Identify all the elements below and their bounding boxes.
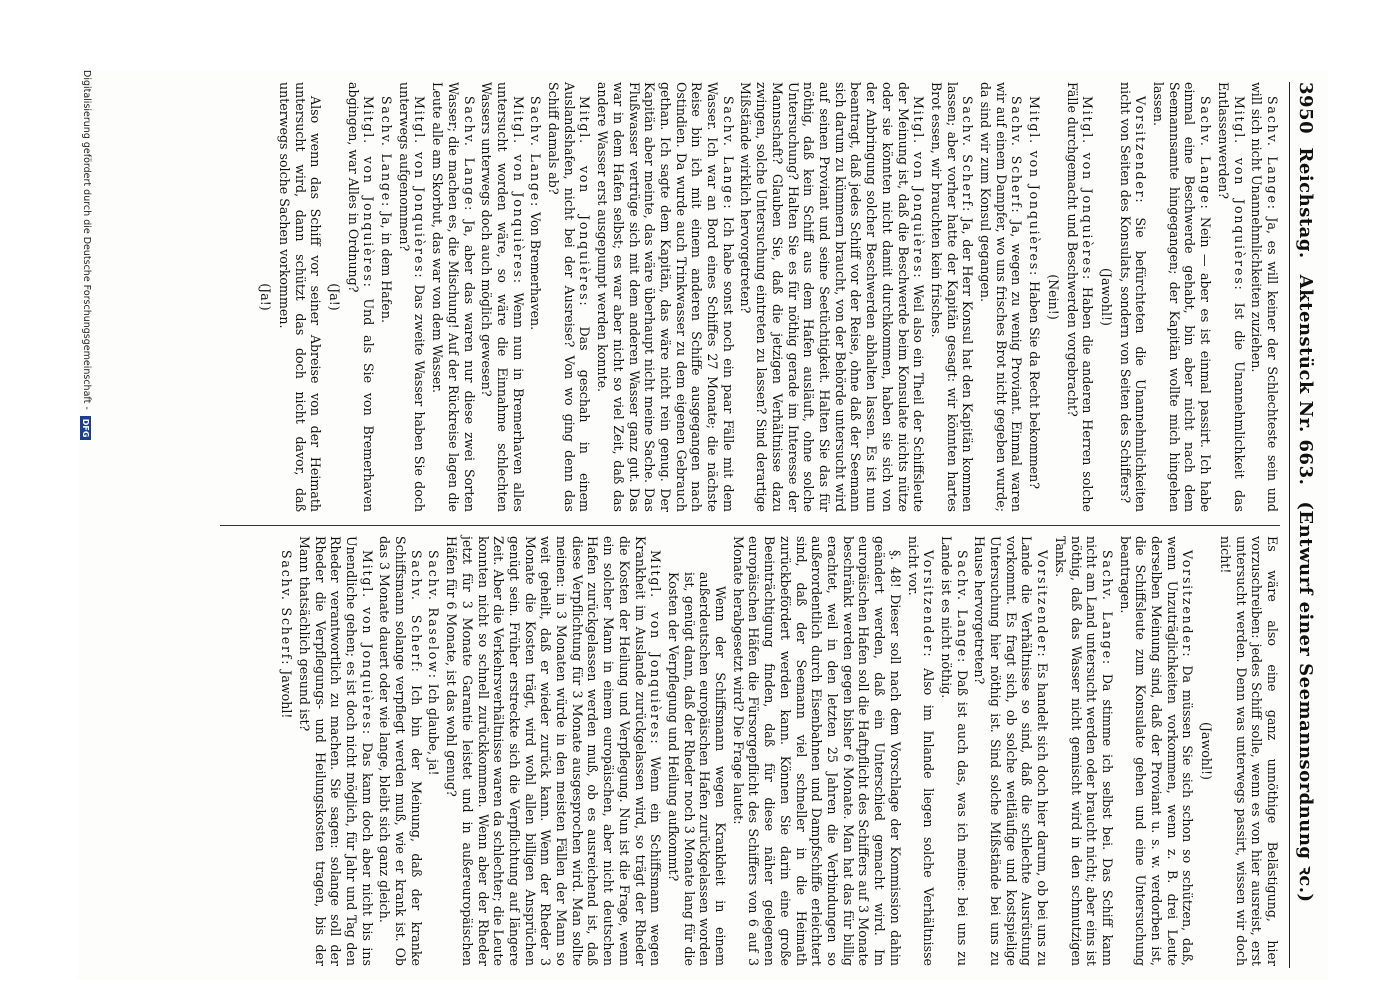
paragraph <box>1052 536 1115 966</box>
paragraph <box>378 82 394 512</box>
paragraph <box>977 82 1024 512</box>
paragraph-text: Sie befürchteten die Unannehmlichkeiten nicht von Seiten des Konsulats, sondern von Seiten des Schiffers? <box>1117 82 1149 512</box>
interjection: (Jawohl!) <box>1098 268 1114 326</box>
paragraph <box>738 82 926 512</box>
dfg-logo: DFG <box>81 416 92 441</box>
paragraph-text: Wenn ein Schiffsmann wegen Krankheit im Auslande zurückgelassen wird, so trägt der Rheder die Kosten der Heilung und Verpflegung. Nun ist die Frage, wenn ein solcher Mann in einem europäischen, aber nicht deutschen Hafen zurückgelassen werden muß, ob es ausreichend ist, daß diese Verpflichtung für 3 Monate ausgesprochen wird. Man sollte meinen: in 3 Monaten würde in den meisten Fällen der Mann so weit geheilt, daß er wieder zurück kann. Wenn der Rheder 3 Monate die Kosten trägt, wird wohl allen billigen Ansprüchen genügt sein. Früher erstreckte sich die Verpflichtung auf längere Zeit. Aber die Verkehrsverhältnisse waren da schlechter; die Leute konnten nicht so schnell zurückkommen. Wenn aber der Rheder jetzt für 3 Monate Garantie leistet und in außereuropäischen Häfen für 6 Monate, ist das wohl genug? <box>444 536 664 966</box>
interjection: (Ja!) <box>326 283 342 311</box>
title-subject: (Entwurf einer Seemannsordnung ꝛc.) <box>1295 501 1316 903</box>
paragraph-text: Ich habe sonst noch ein paar Fälle mit dem Wasser. Ich war an Bord eines Schiffes 27 Monate; die nächste Reise bin ich mit einem anderen Schiffe ausgegangen nach Ostindien. Da wurde auch Trinkwasser zu dem eigenen Gebrauch gethan. Ich sagte dem Kapitän, das wäre nicht rein genug. Der Kapitän aber meinte, das wäre überhaupt nicht meine Sache. Das Flußwasser vertrüge sich mit dem anderen Wasser ganz gut. Das war in dem Hafen selbst; es war aber nicht so viel Zeit, daß das andere Wasser erst ausgepumpt werden konnte. <box>595 82 736 512</box>
digitization-credit <box>80 70 92 650</box>
speaker-name: Mitgl. von Jonquières: <box>412 96 428 280</box>
column-divider <box>220 525 1280 526</box>
paragraph <box>594 82 735 512</box>
speaker-name: Sachv. Lange: <box>954 550 970 665</box>
title-parliament: Reichstag. <box>1295 147 1316 259</box>
speaker-name: Mitgl. von Jonquières: <box>648 550 664 746</box>
paragraph <box>1217 536 1280 966</box>
paragraph <box>1249 82 1280 512</box>
paragraph-text: Weil also ein Theil der Schiffsleute der Meinung ist, daß die Beschwerde beim Konsulate nichts nütze oder sie könnten nicht damit durchkommen, haben sie sich von der Anbringung solcher Beschwerden abhalten lassen. Es ist nun beantragt, daß jedes Schiff vor der Reise, ohne daß der Seemann sich darum zu kümmern braucht, von der Behörde untersucht wird auf seinen Proviant und seine Seetüchtigkeit. Halten Sie das für nöthig, daß kein Schiff aus dem Hafen ausläuft, ohne solche Untersuchung? Halten Sie es für nöthig gerade im Interesse der Mannschaft? Glauben Sie, daß die jetzigen Verhältnisse dazu zwingen, solche Untersuchung eintreten zu lassen? Sind derartige Mißstände wirklich hervorgetreten? <box>738 82 927 512</box>
paragraph-text: Haben Sie da Recht bekommen? <box>1027 277 1043 489</box>
paragraph <box>545 82 592 512</box>
paragraph-text: Also im Inlande liegen solche Verhältnisse nicht vor. <box>905 536 937 966</box>
speaker-name: Sachv. Lange: <box>461 96 477 213</box>
interjection: (Jawohl!) <box>1199 722 1215 780</box>
speaker-name: Sachv. Lange: <box>1265 96 1280 211</box>
paragraph-text: Es wäre also eine ganz unnöthige Belästigung, hier vorzuschreiben: jedes Schiff solle, wenn es von hier ausreist, erst untersucht werden. Denn was unterwegs passirt, wissen wir doch nicht! <box>1217 536 1280 966</box>
speaker-name: Vorsitzender: <box>921 550 937 659</box>
paragraph <box>443 536 663 966</box>
paragraph <box>1026 82 1042 512</box>
speaker-name: Sachv. Scherf: <box>408 550 424 674</box>
paragraph <box>665 572 728 966</box>
paragraph <box>730 536 903 966</box>
title-document-number: Aktenstück Nr. 663. <box>1295 274 1316 486</box>
speaker-name: Sachv. Lange: <box>379 96 395 209</box>
paragraph <box>1117 82 1148 512</box>
paragraph <box>396 82 427 512</box>
paragraph <box>479 82 526 512</box>
speaker-name: Mitgl. von Jonquières: <box>1080 96 1096 282</box>
paragraph <box>426 536 442 966</box>
speaker-name: Mitgl. von Jonquières: <box>359 550 375 736</box>
speaker-name: Mitgl. von Jonquières: <box>361 96 377 289</box>
paragraph <box>528 82 544 512</box>
paragraph-text: Ist die Unannehmlichkeit das Entlassenwerden? <box>1215 82 1247 512</box>
paragraph <box>377 536 424 966</box>
speaker-name: Sachv. Lange: <box>528 96 544 209</box>
paragraph-text: Also wenn das Schiff vor seiner Abreise von der Heimath untersucht wird, dann schützt das doch nicht davor, daß unterwegs solche Sachen vorkommen. <box>276 82 324 512</box>
paragraph <box>1215 82 1246 512</box>
paragraph-text: Haben die anderen Herren solche Fälle durchgemacht und Beschwerden vorgebracht? <box>1064 82 1096 512</box>
paragraph-text: Wenn der Schiffsmann wegen Krankheit in einem außerdeutschen europäischen Hafen zurückgelassen worden ist, genügt dann, daß der Rheder noch 3 Monate lang für die Kosten der Verpflegung und Heilung aufkommt? <box>665 572 729 966</box>
paragraph <box>278 536 294 966</box>
speaker-name: Sachv. Scherf: <box>960 96 976 214</box>
paragraph-text: Von Bremerhaven. <box>528 208 544 331</box>
document-page <box>78 70 1328 980</box>
paragraph-text: Und als Sie von Bremerhaven abgingen, war Alles in Ordnung? <box>345 82 377 512</box>
paragraph <box>1117 536 1196 966</box>
paragraph <box>905 536 936 966</box>
paragraph-text: Ja, wegen zu wenig Proviant. Einmal waren wir auf einem Dampfer, wo uns frisches Brot nicht gegeben wurde; da sind wir zum Konsul gegangen. <box>978 82 1025 512</box>
paragraph-text: Jawohl! <box>279 666 295 719</box>
speaker-name: Vorsitzender: <box>1180 550 1196 659</box>
paragraph-text: Da müssen Sie sich schon so schützen, daß, wenn Unzuträglichkeiten vorkommen, wenn z. B. drei Leute derselben Meinung sind, daß der Proviant u. s. w. verdorben ist, die Schiffsleute zum Konsulate gehen und eine Untersuchung beantragen. <box>1117 536 1196 966</box>
paragraph-text: Ja, in dem Hafen. <box>379 208 395 323</box>
credit-text: Digitalisierung gefördert durch die Deutsche Forschungsgemeinschaft - <box>81 70 92 410</box>
interjection: (Nein!) <box>1045 274 1061 320</box>
speaker-name: Mitgl. von Jonquières: <box>911 96 927 280</box>
paragraph <box>276 82 323 512</box>
speaker-name: Vorsitzender: <box>1035 550 1051 659</box>
speaker-name: Sachv. Lange: <box>1099 550 1115 666</box>
speaker-name: Sachv. Raselow: <box>426 550 442 680</box>
page-header <box>1289 82 1320 968</box>
speaker-name: Mitgl. von Jonquières: <box>1027 96 1043 278</box>
paragraph-text: Wenn nun in Bremerhaven alles untersucht worden wäre, so wäre die Einnahme schlechten Wassers unterwegs doch auch möglich gewesen? <box>479 82 526 512</box>
speaker-name: Mitgl. von Jonquières: <box>1231 96 1247 292</box>
speaker-name: Sachv. Scherf: <box>279 550 295 667</box>
page-number: 3950 <box>1295 82 1316 135</box>
paragraph-text: Ja, aber das waren nur diese zwei Sorten Wasser; die machen es, die Mischung! Auf der Rückreise lagen die Leute alle am Skorbut, das war von dem Wasser. <box>430 82 477 512</box>
paragraph-text: Ich glaube, ja! <box>426 679 442 776</box>
paragraph-text: Das zweite Wasser haben Sie doch unterwegs aufgenommen? <box>396 82 428 512</box>
paragraph-text: Ja, der Herr Konsul hat den Kapitän kommen lassen; aber vorher hatte der Kapitän gesagt: wir könnten hartes Brot essen, wir brauchten kein frisches. <box>928 82 976 512</box>
paragraph-text: Ich bin der Meinung, daß der kranke Schiffsmann solange verpflegt werden muß, wie er krank ist. Ob das 3 Monate dauert oder wie lange, bleibt sich ganz gleich. <box>377 536 424 967</box>
paragraph-text: Da stimme ich selbst bei. Das Schiff kann nicht am Land untersucht werden oder braucht nicht; aber eins ist nöthig, daß das Wasser nicht gemischt wird in den schmutzigen Tanks. <box>1052 536 1115 966</box>
speaker-name: Sachv. Lange: <box>720 96 736 211</box>
paragraph-text: Das kann doch aber nicht bis ins Unendliche gehen; es ist doch nicht möglich, für Jahr und Tag den Rheder verantwortlich zu machen. Sie sagen: solange soll der Rheder die Verpflegungs- und Heilungskosten tragen, bis der Mann thatsächlich gesund ist? <box>296 536 375 966</box>
text-column-right <box>276 536 1280 966</box>
paragraph-text: Ja, es will keiner der Schlechteste sein und will sich nicht Unannehmlichkeiten zuziehen. <box>1249 82 1280 512</box>
speaker-name: Sachv. Lange: <box>1198 96 1214 211</box>
paragraph <box>972 536 1051 966</box>
paragraph-text: Es handelt sich doch hier darum, ob bei uns zu Lande die Verhältnisse so sind, daß die schlechte Ausrüstung vorkommt. Es fragt sich, ob solche weitläufige und kostspielige Untersuchung hier nöthig ist. Sind solche Mißstände bei uns zu Hause hervorgetreten? <box>972 536 1051 966</box>
paragraph-text: §. 48! Dieser soll nach dem Vorschlage der Kommission dahin geändert werden, daß ein Unterschied gemacht wird. Im europäischen Hafen soll die Haftpflicht des Schiffers auf 3 Monate beschränkt werden gegen bisher 6 Monate. Man hat das für billig erachtet, weil in den letzten 25 Jahren die Verbindungen so außerordentlich durch Eisenbahnen und Dampfschiffe erleichtert sind, daß der Seemann viel schneller in die Heimath zurückbefördert werden kann. Können Sie darin eine große Beeinträchtigung finden, daß für diese näher gelegenen europäischen Häfen die Fürsorgepflicht des Schiffers von 6 auf 3 Monate herabgesetzt wird? Die Frage lautet: <box>730 536 903 966</box>
speaker-name: Sachv. Scherf: <box>1009 96 1025 215</box>
paragraph-text: Daß ist auch das, was ich meine: bei uns zu Lande ist es nicht nöthig. <box>938 536 970 966</box>
paragraph <box>429 82 476 512</box>
paragraph <box>928 82 975 512</box>
speaker-name: Mitgl. von Jonquières: <box>577 96 593 308</box>
paragraph <box>345 82 376 512</box>
paragraph-text: Das geschah in einem Auslandshafen, nicht bei der Ausreise? Von wo ging denn das Schiff damals ab? <box>546 82 593 512</box>
interjection: (Ja!) <box>258 283 274 311</box>
speaker-name: Vorsitzender: <box>1133 96 1149 205</box>
paragraph <box>296 536 375 966</box>
paragraph <box>1150 82 1213 512</box>
speaker-name: Mitgl. von Jonquières: <box>510 96 526 285</box>
page-title <box>1290 82 1320 968</box>
text-column-left <box>254 82 1280 512</box>
paragraph-text: Nein — aber es ist einmal passirt. Ich habe einmal eine Beschwerde gehabt, bin aber nicht nach dem Seemannsamte hingegangen; der Kapitän wollte mich hingehen lassen. <box>1151 82 1214 512</box>
paragraph <box>1064 82 1095 512</box>
paragraph <box>938 536 969 966</box>
